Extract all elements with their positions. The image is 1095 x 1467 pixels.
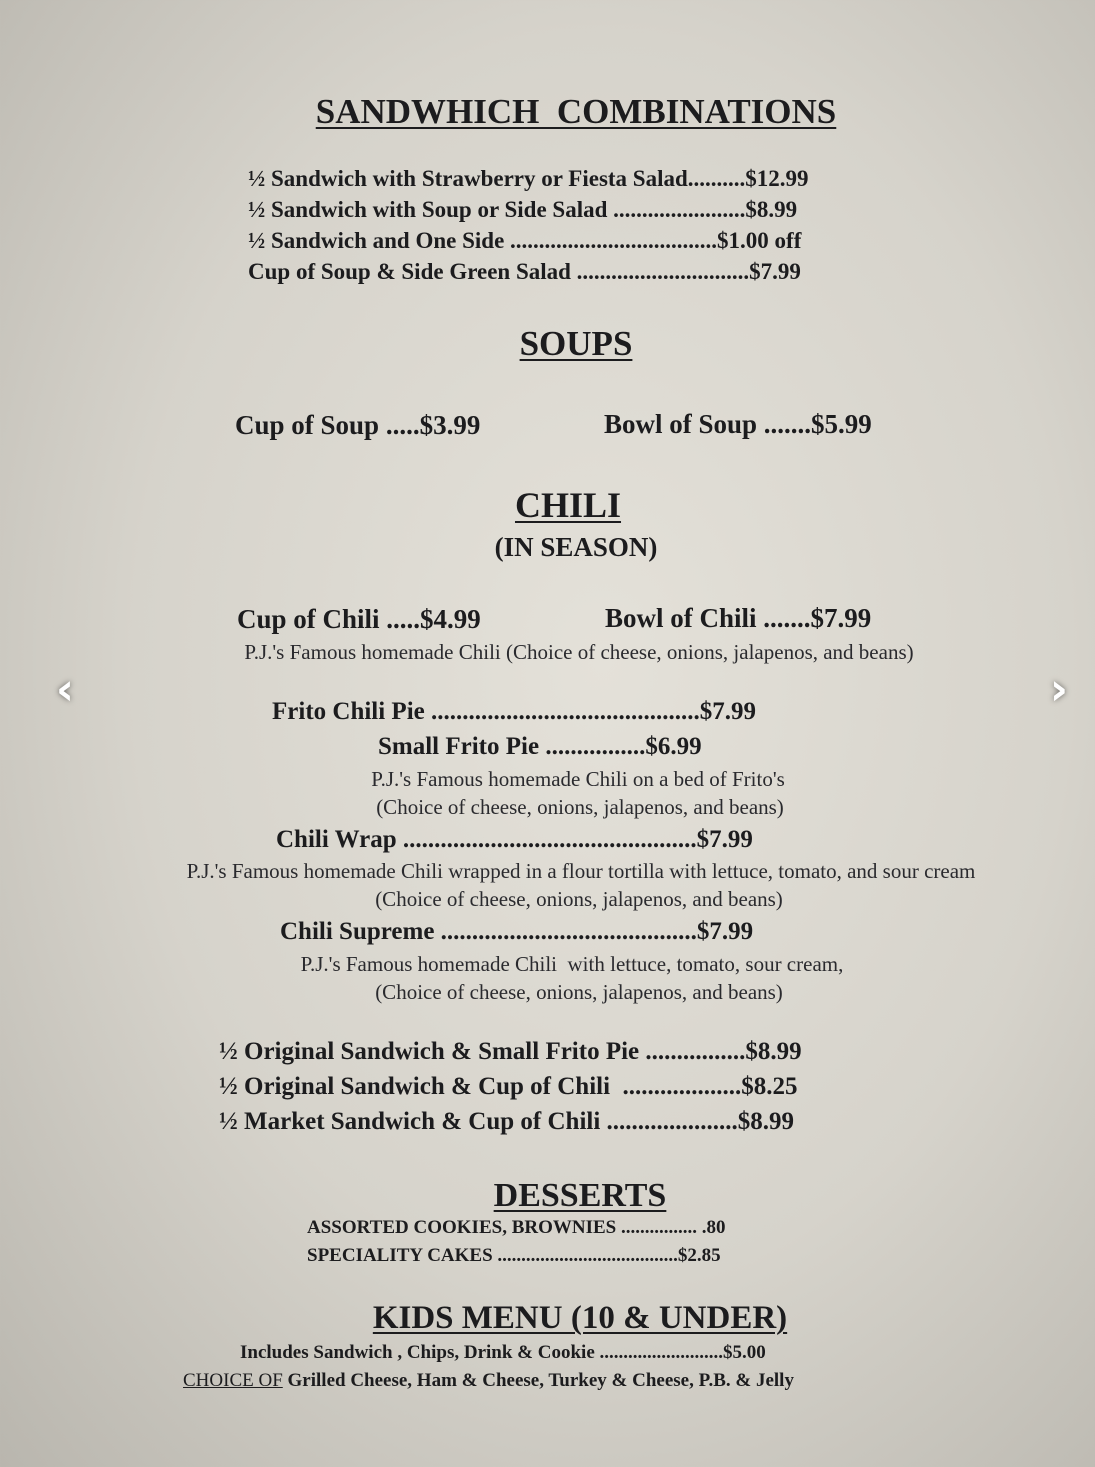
supreme-desc: P.J.'s Famous homemade Chili with lettuce, tomato, sour cream, xyxy=(300,952,844,976)
menu-item: ½ Sandwich and One Side ....................................$1.00 off xyxy=(248,228,802,253)
wrap-choice: (Choice of cheese, onions, jalapenos, and beans) xyxy=(375,887,783,911)
combo-item: ½ Original Sandwich & Small Frito Pie ................$8.99 xyxy=(219,1038,802,1065)
menu-item: Cup of Soup & Side Green Salad ..............................$7.99 xyxy=(248,259,801,284)
kids-choices xyxy=(183,1370,794,1392)
choice-of-list: Grilled Cheese, Ham & Cheese, Turkey & Cheese, P.B. & Jelly xyxy=(282,1370,794,1391)
frito-chili-pie: Frito Chili Pie ...........................................$7.99 xyxy=(272,698,756,725)
bowl-of-soup: Bowl of Soup .......$5.99 xyxy=(604,409,872,439)
cup-of-soup: Cup of Soup .....$3.99 xyxy=(235,410,481,440)
kids-includes: Includes Sandwich , Chips, Drink & Cookie ..........................$5.00 xyxy=(240,1342,766,1363)
choice-of-label: CHOICE OF xyxy=(183,1370,283,1391)
combo-item: ½ Original Sandwich & Cup of Chili ...................$8.25 xyxy=(219,1073,798,1100)
section-title-soups: SOUPS xyxy=(519,324,633,363)
section-title-desserts: DESSERTS xyxy=(493,1177,667,1214)
cup-of-chili: Cup of Chili .....$4.99 xyxy=(237,604,481,634)
dessert-item: SPECIALITY CAKES ......................................$2.85 xyxy=(307,1245,721,1266)
combo-item: ½ Market Sandwich & Cup of Chili .....................$8.99 xyxy=(219,1108,795,1135)
menu-item: ½ Sandwich with Soup or Side Salad .......................$8.99 xyxy=(248,197,798,222)
section-title-chili: CHILI xyxy=(514,485,622,525)
chili-supreme: Chili Supreme .........................................$7.99 xyxy=(280,918,754,945)
small-frito-pie: Small Frito Pie ................$6.99 xyxy=(378,733,702,760)
menu-item: ½ Sandwich with Strawberry or Fiesta Salad..........$12.99 xyxy=(248,166,809,191)
frito-desc: P.J.'s Famous homemade Chili on a bed of Frito's xyxy=(371,767,785,791)
supreme-choice: (Choice of cheese, onions, jalapenos, and beans) xyxy=(375,980,783,1004)
chili-note: P.J.'s Famous homemade Chili (Choice of cheese, onions, jalapenos, and beans) xyxy=(244,640,914,664)
section-title-sandwich: SANDWHICH COMBINATIONS xyxy=(315,92,837,131)
next-arrow-icon[interactable]: › xyxy=(1049,664,1069,715)
frito-choice: (Choice of cheese, onions, jalapenos, and beans) xyxy=(376,795,784,819)
previous-arrow-icon[interactable]: ‹ xyxy=(55,664,75,715)
section-title-kids-menu: KIDS MENU (10 & UNDER) xyxy=(372,1300,788,1336)
dessert-item: ASSORTED COOKIES, BROWNIES ................ .80 xyxy=(307,1217,726,1238)
wrap-desc: P.J.'s Famous homemade Chili wrapped in a flour tortilla with lettuce, tomato, and sour cream xyxy=(186,859,976,883)
bowl-of-chili: Bowl of Chili .......$7.99 xyxy=(605,603,872,633)
chili-wrap: Chili Wrap ...............................................$7.99 xyxy=(276,826,753,853)
chili-season-note: (IN SEASON) xyxy=(494,532,658,562)
